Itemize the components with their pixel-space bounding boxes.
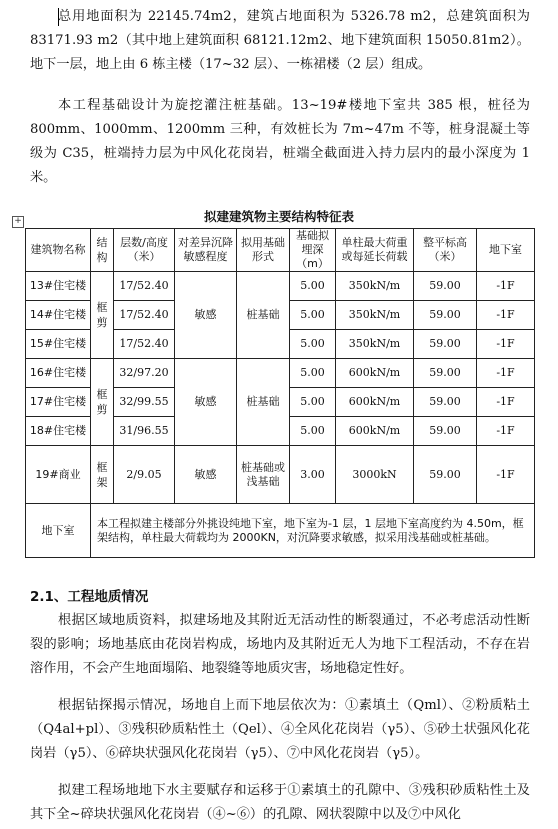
table-row [26,272,535,301]
cell-depth: 5.00 [290,359,336,388]
cell-depth: 3.00 [290,446,336,504]
cell-elevation: 59.00 [414,388,477,417]
cell-building-name: 18#住宅楼 [26,417,91,446]
cell-basement: -1F [477,359,535,388]
cell-elevation: 59.00 [414,301,477,330]
cell-basement: -1F [477,301,535,330]
cell-basement: -1F [477,330,535,359]
cell-basement-note: 本工程拟建主楼部分外挑设纯地下室，地下室为-1 层，1 层地下室高度约为 4.50m，框架结构，单柱最大荷载均为 2000KN，对沉降要求敏感，拟采用浅基础或桩基础。 [91,504,535,558]
table-header-row [26,229,535,272]
header-settlement-sensitivity: 对差异沉降敏感程度 [175,229,237,272]
cell-basement: -1F [477,272,535,301]
cell-depth: 5.00 [290,301,336,330]
intro-paragraph-2: 本工程基础设计为旋挖灌注桩基础。13~19#楼地下室共 385 根，桩径为 800mm、1000mm、1200mm 三种，有效桩长为 7m~47m 不等，桩身混凝土等级为 C35，桩端持力层为中风化花岗岩，桩端全截面进入持力层内的最小深度为 1 米。 [30,98,530,185]
cell-structure: 框剪 [91,359,114,446]
header-foundation-depth: 基础拟埋深（m） [290,229,336,272]
cell-floors: 31/96.55 [114,417,175,446]
cell-load: 350kN/m [336,272,414,301]
header-basement: 地下室 [477,229,535,272]
cell-building-name: 17#住宅楼 [26,388,91,417]
cell-load: 350kN/m [336,330,414,359]
cell-load: 600kN/m [336,359,414,388]
table-title: 拟建建筑物主要结构特征表 [203,209,354,224]
cell-basement: -1F [477,417,535,446]
cell-elevation: 59.00 [414,359,477,388]
header-max-load: 单柱最大荷重或每延长荷载 [336,229,414,272]
cell-load: 600kN/m [336,417,414,446]
cell-load: 3000kN [336,446,414,504]
cell-structure: 框架 [91,446,114,504]
cell-load: 350kN/m [336,301,414,330]
cell-depth: 5.00 [290,388,336,417]
cell-depth: 5.00 [290,330,336,359]
cell-building-name: 14#住宅楼 [26,301,91,330]
cell-basement: -1F [477,446,535,504]
cell-floors: 32/97.20 [114,359,175,388]
header-building-name: 建筑物名称 [26,229,91,272]
cell-foundation: 桩基础或浅基础 [237,446,290,504]
cell-sensitivity: 敏感 [175,359,237,446]
cell-depth: 5.00 [290,272,336,301]
cell-building-name: 19#商业 [26,446,91,504]
table-row [26,446,535,504]
cell-building-name: 地下室 [26,504,91,558]
cell-sensitivity: 敏感 [175,272,237,359]
cell-floors: 2/9.05 [114,446,175,504]
intro-paragraph-1: 总用地面积为 22145.74m2，建筑占地面积为 5326.78 m2，总建筑面积为 83171.93 m2（其中地上建筑面积 68121.12m2、地下建筑面积 15050.81m2）。地下一层，地上由 6 栋主楼（17~32 层）、一栋裙楼（2 层）组成。 [30,9,530,72]
cell-foundation: 桩基础 [237,359,290,446]
cell-depth: 5.00 [290,417,336,446]
structure-spec-table [25,228,535,558]
header-foundation-type: 拟用基础形式 [237,229,290,272]
header-structure: 结构 [91,229,114,272]
header-elevation: 整平标高（米） [414,229,477,272]
section-paragraph-3: 拟建工程场地地下水主要赋存和运移于①素填土的孔隙中、③残积砂质粘性土及其下全~碎块状强风化花岗岩（④~⑥）的孔隙、网状裂隙中以及⑦中风化 [30,783,530,822]
cell-floors: 17/52.40 [114,272,175,301]
cell-sensitivity: 敏感 [175,446,237,504]
cell-building-name: 15#住宅楼 [26,330,91,359]
cell-building-name: 13#住宅楼 [26,272,91,301]
cell-elevation: 59.00 [414,330,477,359]
cell-basement: -1F [477,388,535,417]
cell-elevation: 59.00 [414,446,477,504]
table-row [26,359,535,388]
cell-floors: 17/52.40 [114,301,175,330]
cell-building-name: 16#住宅楼 [26,359,91,388]
section-paragraph-2: 根据钻探揭示情况，场地自上而下地层依次为：①素填土（Qml）、②粉质粘土（Q4al+pl）、③残积砂质粘性土（Qel）、④全风化花岗岩（γ5）、⑤砂土状强风化花岗岩（γ5）、⑥碎块状强风化花岗岩（γ5）、⑦中风化花岗岩（γ5）。 [30,698,530,761]
section-paragraph-1: 根据区域地质资料，拟建场地及其附近无活动性的断裂通过，不必考虑活动性断裂的影响；场地基底由花岗岩构成，场地内及其附近无人为地下工程活动，不存在岩溶作用，不会产生地面塌陷、地裂缝等地质灾害，场地稳定性好。 [30,613,530,676]
cell-elevation: 59.00 [414,417,477,446]
header-floors-height: 层数/高度（米） [114,229,175,272]
cell-foundation: 桩基础 [237,272,290,359]
table-move-handle-icon[interactable]: + [12,216,24,228]
cell-load: 600kN/m [336,388,414,417]
cell-floors: 17/52.40 [114,330,175,359]
cell-structure: 框剪 [91,272,114,359]
section-heading: 2.1、工程地质情况 [30,589,149,605]
cell-floors: 32/99.55 [114,388,175,417]
table-row [26,504,535,558]
cell-elevation: 59.00 [414,272,477,301]
